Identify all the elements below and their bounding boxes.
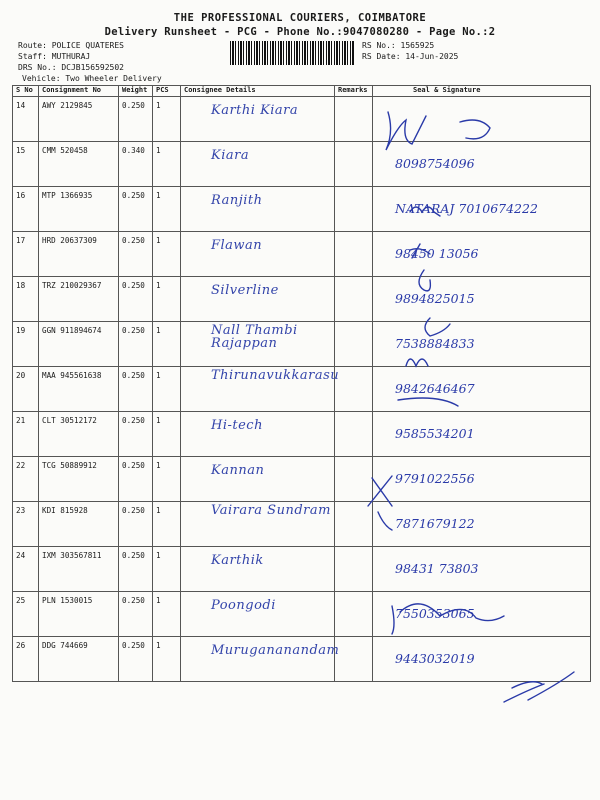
cell-signature bbox=[373, 187, 591, 232]
cell-pcs: 1 bbox=[153, 502, 181, 547]
table-row bbox=[13, 547, 591, 592]
signature-phone: 7550353065 bbox=[395, 606, 475, 621]
table-row bbox=[13, 412, 591, 457]
consignee-name: Silverline bbox=[211, 283, 279, 298]
cell-pcs: 1 bbox=[153, 367, 181, 412]
cell-consignment-no: GGN 911894674 bbox=[39, 322, 119, 367]
cell-pcs: 1 bbox=[153, 547, 181, 592]
table-row bbox=[13, 457, 591, 502]
cell-sno: 24 bbox=[13, 547, 39, 592]
col-weight: Weight bbox=[119, 86, 153, 97]
cell-pcs: 1 bbox=[153, 142, 181, 187]
cell-weight: 0.250 bbox=[119, 547, 153, 592]
runsheet-table bbox=[12, 85, 591, 682]
cell-weight: 0.250 bbox=[119, 97, 153, 142]
cell-weight: 0.250 bbox=[119, 277, 153, 322]
cell-consignment-no: CLT 30512172 bbox=[39, 412, 119, 457]
runsheet-subtitle: Delivery Runsheet - PCG - Phone No.:9047080280 - Page No.:2 bbox=[104, 26, 496, 38]
signature-phone: 98431 73803 bbox=[395, 561, 479, 576]
cell-signature bbox=[373, 97, 591, 142]
col-consignment: Consignment No bbox=[39, 86, 119, 97]
cell-remarks bbox=[335, 547, 373, 592]
cell-weight: 0.250 bbox=[119, 412, 153, 457]
cell-sno: 25 bbox=[13, 592, 39, 637]
cell-signature bbox=[373, 412, 591, 457]
cell-remarks bbox=[335, 457, 373, 502]
signature-phone: 7538884833 bbox=[395, 336, 475, 351]
cell-consignment-no: PLN 1530015 bbox=[39, 592, 119, 637]
cell-sno: 23 bbox=[13, 502, 39, 547]
cell-weight: 0.250 bbox=[119, 637, 153, 682]
consignee-name: Vairara Sundram bbox=[211, 503, 331, 518]
cell-weight: 0.250 bbox=[119, 592, 153, 637]
rs-date: RS Date: 14-Jun-2025 bbox=[362, 52, 459, 61]
cell-weight: 0.250 bbox=[119, 187, 153, 232]
drs-label: DRS No.: DCJB156592502 bbox=[18, 63, 124, 72]
cell-consignee bbox=[181, 457, 335, 502]
cell-remarks bbox=[335, 187, 373, 232]
consignee-name: Karthik bbox=[211, 553, 264, 568]
cell-consignee bbox=[181, 187, 335, 232]
cell-consignee bbox=[181, 592, 335, 637]
table-row bbox=[13, 277, 591, 322]
cell-pcs: 1 bbox=[153, 277, 181, 322]
cell-weight: 0.250 bbox=[119, 502, 153, 547]
table-row bbox=[13, 592, 591, 637]
signature-phone: 9842646467 bbox=[395, 381, 475, 396]
cell-signature bbox=[373, 547, 591, 592]
cell-signature bbox=[373, 142, 591, 187]
cell-pcs: 1 bbox=[153, 97, 181, 142]
cell-signature bbox=[373, 592, 591, 637]
cell-pcs: 1 bbox=[153, 637, 181, 682]
cell-consignee bbox=[181, 232, 335, 277]
col-pcs: PCS bbox=[153, 86, 181, 97]
cell-signature bbox=[373, 502, 591, 547]
cell-weight: 0.250 bbox=[119, 367, 153, 412]
cell-consignee bbox=[181, 547, 335, 592]
cell-remarks bbox=[335, 502, 373, 547]
consignee-name: Hi-tech bbox=[211, 418, 263, 433]
cell-consignment-no: HRD 20637309 bbox=[39, 232, 119, 277]
cell-consignment-no: TCG 50889912 bbox=[39, 457, 119, 502]
cell-consignee bbox=[181, 502, 335, 547]
cell-signature bbox=[373, 367, 591, 412]
signature-phone: 98450 13056 bbox=[395, 246, 479, 261]
table-row bbox=[13, 367, 591, 412]
cell-consignee bbox=[181, 322, 335, 367]
table-row bbox=[13, 187, 591, 232]
table-row bbox=[13, 322, 591, 367]
cell-pcs: 1 bbox=[153, 592, 181, 637]
cell-remarks bbox=[335, 592, 373, 637]
cell-weight: 0.250 bbox=[119, 457, 153, 502]
cell-sno: 26 bbox=[13, 637, 39, 682]
cell-weight: 0.250 bbox=[119, 322, 153, 367]
cell-remarks bbox=[335, 232, 373, 277]
rs-number: RS No.: 1565925 bbox=[362, 41, 435, 50]
consignee-name: Kannan bbox=[211, 463, 265, 478]
cell-sno: 17 bbox=[13, 232, 39, 277]
col-sno: S No bbox=[13, 86, 39, 97]
cell-weight: 0.340 bbox=[119, 142, 153, 187]
table-row bbox=[13, 142, 591, 187]
cell-sno: 18 bbox=[13, 277, 39, 322]
cell-sno: 16 bbox=[13, 187, 39, 232]
consignee-name: Kiara bbox=[211, 148, 250, 163]
cell-consignment-no: DDG 744669 bbox=[39, 637, 119, 682]
cell-signature bbox=[373, 637, 591, 682]
table-row bbox=[13, 232, 591, 277]
cell-pcs: 1 bbox=[153, 187, 181, 232]
cell-sno: 20 bbox=[13, 367, 39, 412]
cell-remarks bbox=[335, 412, 373, 457]
consignee-name: Nall Thambi Rajappan bbox=[211, 323, 298, 351]
cell-consignee bbox=[181, 367, 340, 412]
consignee-name: Murugananandam bbox=[211, 643, 340, 658]
col-consignee: Consignee Details bbox=[181, 86, 335, 97]
signature-phone: 9791022556 bbox=[395, 471, 475, 486]
cell-pcs: 1 bbox=[153, 232, 181, 277]
col-signature: Seal & Signature bbox=[373, 86, 591, 97]
cell-pcs: 1 bbox=[153, 412, 181, 457]
cell-signature bbox=[373, 322, 591, 367]
cell-remarks bbox=[335, 322, 373, 367]
col-remarks: Remarks bbox=[335, 86, 373, 97]
signature-phone: 9443032019 bbox=[395, 651, 475, 666]
barcode bbox=[230, 41, 355, 65]
cell-remarks bbox=[335, 637, 373, 682]
cell-consignment-no: MAA 945561638 bbox=[39, 367, 119, 412]
cell-pcs: 1 bbox=[153, 322, 181, 367]
cell-sno: 19 bbox=[13, 322, 39, 367]
cell-sno: 21 bbox=[13, 412, 39, 457]
cell-pcs: 1 bbox=[153, 457, 181, 502]
cell-consignee bbox=[181, 412, 335, 457]
cell-signature bbox=[373, 277, 591, 322]
signature-phone: 9894825015 bbox=[395, 291, 475, 306]
consignee-name: Poongodi bbox=[211, 598, 276, 613]
cell-remarks bbox=[335, 142, 373, 187]
cell-consignment-no: AWY 2129845 bbox=[39, 97, 119, 142]
cell-consignment-no: IXM 303567811 bbox=[39, 547, 119, 592]
cell-sno: 15 bbox=[13, 142, 39, 187]
consignee-name: Karthi Kiara bbox=[211, 103, 299, 118]
cell-consignee bbox=[181, 637, 340, 682]
cell-consignment-no: KDI 815928 bbox=[39, 502, 119, 547]
table-row bbox=[13, 502, 591, 547]
cell-remarks bbox=[335, 277, 373, 322]
cell-weight: 0.250 bbox=[119, 232, 153, 277]
cell-consignment-no: CMM 520458 bbox=[39, 142, 119, 187]
signature-phone: NATARAJ 7010674222 bbox=[395, 201, 538, 216]
consignee-name: Ranjith bbox=[211, 193, 263, 208]
cell-remarks bbox=[335, 367, 373, 412]
table-header bbox=[13, 86, 591, 97]
table-row bbox=[13, 637, 591, 682]
cell-sno: 22 bbox=[13, 457, 39, 502]
signature-phone: 8098754096 bbox=[395, 156, 475, 171]
cell-consignment-no: TRZ 210029367 bbox=[39, 277, 119, 322]
cell-consignee bbox=[181, 142, 335, 187]
staff-label: Staff: MUTHURAJ bbox=[18, 52, 91, 61]
cell-consignment-no: MTP 1366935 bbox=[39, 187, 119, 232]
consignee-name: Thirunavukkarasu bbox=[211, 368, 340, 383]
vehicle-label: Vehicle: Two Wheeler Delivery bbox=[22, 74, 162, 83]
cell-signature bbox=[373, 457, 591, 502]
cell-sno: 14 bbox=[13, 97, 39, 142]
signature-phone: 7871679122 bbox=[395, 516, 475, 531]
cell-signature bbox=[373, 232, 591, 277]
consignee-name: Flawan bbox=[211, 238, 263, 253]
signature-phone: 9585534201 bbox=[395, 426, 475, 441]
cell-consignee bbox=[181, 97, 335, 142]
cell-consignee bbox=[181, 277, 335, 322]
route-label: Route: POLICE QUATERES bbox=[18, 41, 124, 50]
table-row bbox=[13, 97, 591, 142]
cell-remarks bbox=[335, 97, 373, 142]
company-title: THE PROFESSIONAL COURIERS, COIMBATORE bbox=[173, 12, 427, 24]
